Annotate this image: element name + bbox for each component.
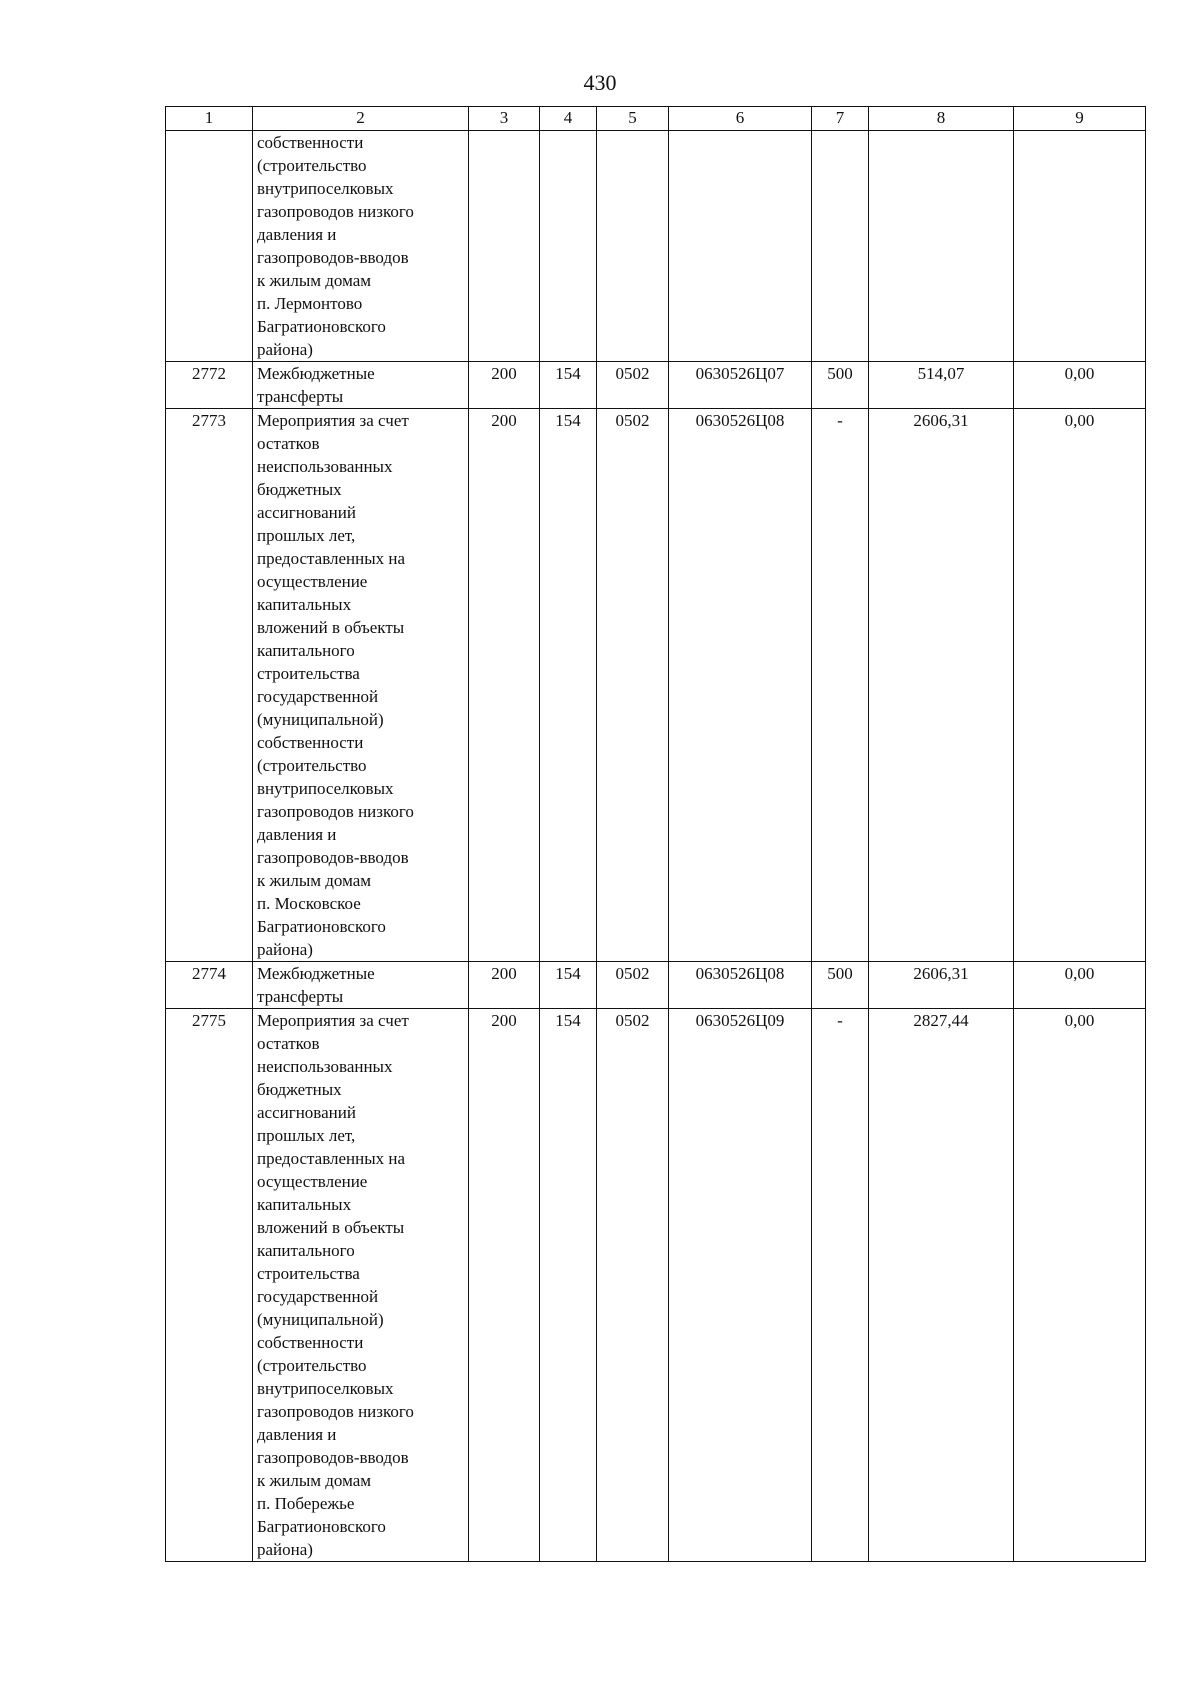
cell-col3: 200 — [469, 962, 540, 1009]
cell-col9: 0,00 — [1014, 1009, 1146, 1562]
description-line: давления и — [257, 825, 337, 844]
description-line: (муниципальной) — [257, 710, 384, 729]
cell-col9: 0,00 — [1014, 362, 1146, 409]
description-line: Мероприятия за счет — [257, 411, 409, 430]
cell-col4 — [540, 131, 597, 362]
description-line: Мероприятия за счет — [257, 1011, 409, 1030]
description-line: прошлых лет, — [257, 526, 356, 545]
description-line: давления и — [257, 225, 337, 244]
column-header-8: 8 — [869, 107, 1014, 131]
description-line: прошлых лет, — [257, 1126, 356, 1145]
description-line: капитальных — [257, 595, 352, 614]
description-line: Багратионовского — [257, 1517, 386, 1536]
cell-col8: 2827,44 — [869, 1009, 1014, 1562]
row-number: 2774 — [166, 962, 253, 1009]
description-line: остатков — [257, 1034, 320, 1053]
description-line: капитального — [257, 641, 355, 660]
cell-col5: 0502 — [597, 1009, 669, 1562]
description-line: внутрипоселковых — [257, 779, 394, 798]
column-header-4: 4 — [540, 107, 597, 131]
cell-col8: 514,07 — [869, 362, 1014, 409]
column-header-5: 5 — [597, 107, 669, 131]
description-line: государственной — [257, 687, 379, 706]
description-line: государственной — [257, 1287, 379, 1306]
description-line: Межбюджетные — [257, 964, 375, 983]
description-line: Багратионовского — [257, 917, 386, 936]
description-line: осуществление — [257, 572, 368, 591]
description-line: газопроводов низкого — [257, 802, 414, 821]
cell-col3: 200 — [469, 409, 540, 962]
cell-col9: 0,00 — [1014, 962, 1146, 1009]
table-row — [166, 962, 1146, 1009]
header-row — [166, 107, 1146, 131]
cell-col9: 0,00 — [1014, 409, 1146, 962]
table-row — [166, 1009, 1146, 1562]
column-header-3: 3 — [469, 107, 540, 131]
row-description — [253, 409, 469, 962]
row-description — [253, 1009, 469, 1562]
description-line: газопроводов-вводов — [257, 248, 409, 267]
cell-col5 — [597, 131, 669, 362]
cell-col3 — [469, 131, 540, 362]
description-line: Багратионовского — [257, 317, 386, 336]
description-line: ассигнований — [257, 503, 356, 522]
description-line: капитального — [257, 1241, 355, 1260]
description-line: собственности — [257, 733, 364, 752]
cell-col9 — [1014, 131, 1146, 362]
column-header-1: 1 — [166, 107, 253, 131]
cell-col7: - — [812, 1009, 869, 1562]
row-number: 2773 — [166, 409, 253, 962]
row-number: 2772 — [166, 362, 253, 409]
description-line: газопроводов-вводов — [257, 1448, 409, 1467]
cell-col4: 154 — [540, 409, 597, 962]
description-line: неиспользованных — [257, 457, 393, 476]
row-description — [253, 131, 469, 362]
cell-col5: 0502 — [597, 962, 669, 1009]
row-description — [253, 362, 469, 409]
description-line: (строительство — [257, 156, 367, 175]
description-line: п. Московское — [257, 894, 361, 913]
column-header-2: 2 — [253, 107, 469, 131]
column-header-9: 9 — [1014, 107, 1146, 131]
description-line: трансферты — [257, 987, 344, 1006]
description-line: давления и — [257, 1425, 337, 1444]
description-line: внутрипоселковых — [257, 1379, 394, 1398]
cell-col6: 0630526Ц09 — [669, 1009, 812, 1562]
description-line: Межбюджетные — [257, 364, 375, 383]
description-line: к жилым домам — [257, 871, 372, 890]
description-line: трансферты — [257, 387, 344, 406]
budget-table — [165, 106, 1146, 1562]
description-line: ассигнований — [257, 1103, 356, 1122]
cell-col4: 154 — [540, 962, 597, 1009]
description-line: вложений в объекты — [257, 1218, 405, 1237]
cell-col7 — [812, 131, 869, 362]
description-line: капитальных — [257, 1195, 352, 1214]
cell-col5: 0502 — [597, 362, 669, 409]
description-line: бюджетных — [257, 480, 342, 499]
description-line: (муниципальной) — [257, 1310, 384, 1329]
cell-col4: 154 — [540, 362, 597, 409]
cell-col7: 500 — [812, 362, 869, 409]
table-row — [166, 409, 1146, 962]
column-header-6: 6 — [669, 107, 812, 131]
description-line: остатков — [257, 434, 320, 453]
description-line: строительства — [257, 1264, 360, 1283]
row-description — [253, 962, 469, 1009]
cell-col3: 200 — [469, 1009, 540, 1562]
description-line: осуществление — [257, 1172, 368, 1191]
table-row — [166, 362, 1146, 409]
description-line: внутрипоселковых — [257, 179, 394, 198]
page-number: 430 — [583, 70, 617, 95]
cell-col8 — [869, 131, 1014, 362]
description-line: района) — [257, 1540, 313, 1559]
description-line: вложений в объекты — [257, 618, 405, 637]
description-line: предоставленных на — [257, 549, 406, 568]
description-line: газопроводов-вводов — [257, 848, 409, 867]
cell-col6 — [669, 131, 812, 362]
table-row — [166, 131, 1146, 362]
cell-col6: 0630526Ц08 — [669, 409, 812, 962]
description-line: района) — [257, 940, 313, 959]
description-line: (строительство — [257, 1356, 367, 1375]
description-line: газопроводов низкого — [257, 1402, 414, 1421]
row-number: 2775 — [166, 1009, 253, 1562]
description-line: к жилым домам — [257, 1471, 372, 1490]
description-line: строительства — [257, 664, 360, 683]
cell-col8: 2606,31 — [869, 409, 1014, 962]
description-line: собственности — [257, 133, 364, 152]
description-line: предоставленных на — [257, 1149, 406, 1168]
description-line: бюджетных — [257, 1080, 342, 1099]
description-line: п. Лермонтово — [257, 294, 363, 313]
cell-col7: 500 — [812, 962, 869, 1009]
cell-col8: 2606,31 — [869, 962, 1014, 1009]
description-line: к жилым домам — [257, 271, 372, 290]
cell-col3: 200 — [469, 362, 540, 409]
column-header-7: 7 — [812, 107, 869, 131]
cell-col6: 0630526Ц07 — [669, 362, 812, 409]
cell-col4: 154 — [540, 1009, 597, 1562]
cell-col6: 0630526Ц08 — [669, 962, 812, 1009]
description-line: (строительство — [257, 756, 367, 775]
description-line: газопроводов низкого — [257, 202, 414, 221]
cell-col7: - — [812, 409, 869, 962]
row-number — [166, 131, 253, 362]
description-line: неиспользованных — [257, 1057, 393, 1076]
cell-col5: 0502 — [597, 409, 669, 962]
description-line: собственности — [257, 1333, 364, 1352]
description-line: п. Побережье — [257, 1494, 355, 1513]
description-line: района) — [257, 340, 313, 359]
